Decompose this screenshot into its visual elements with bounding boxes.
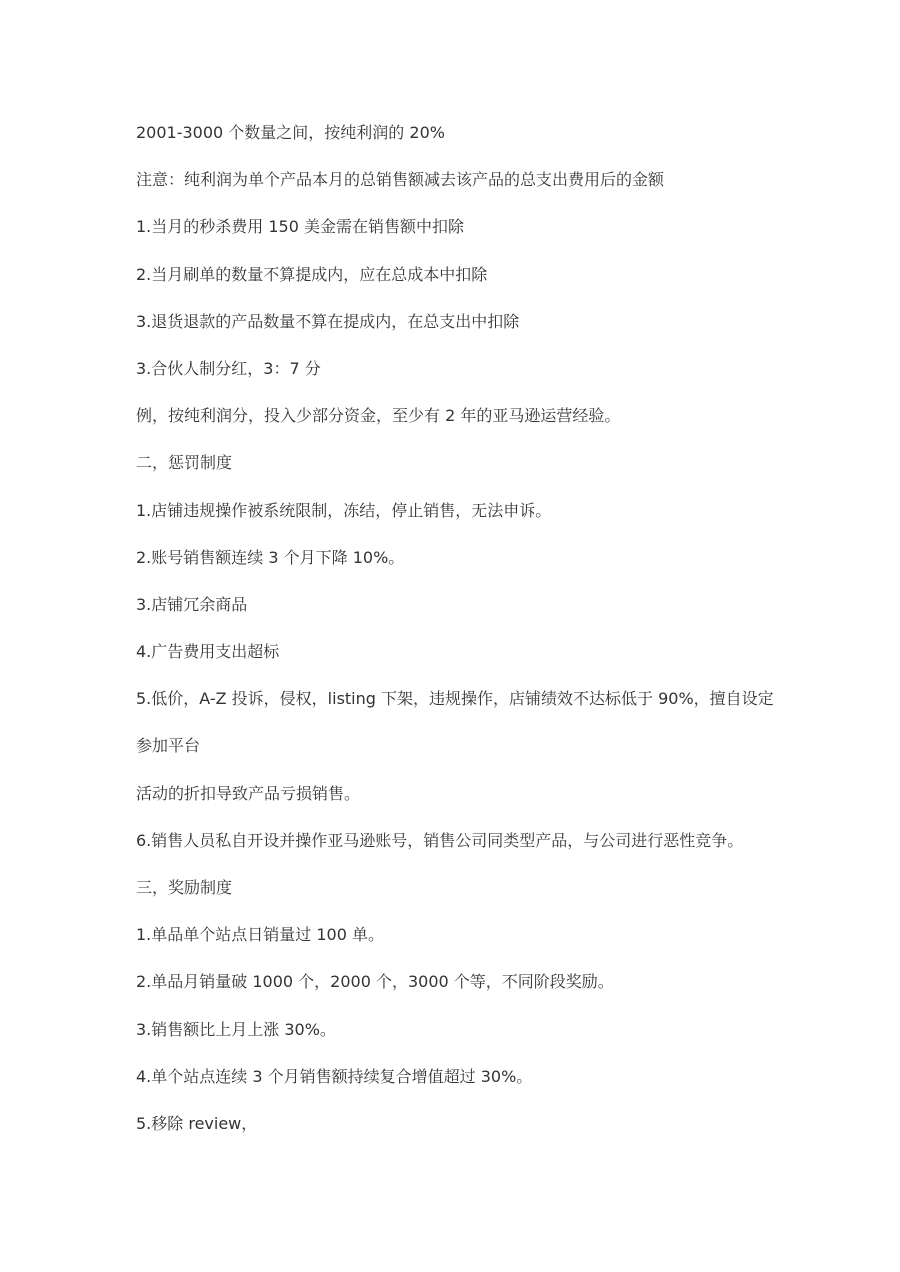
text-line-penalty-4: 4.广告费用支出超标 xyxy=(136,642,280,662)
text-line-penalty-6: 6.销售人员私自开设并操作亚马逊账号，销售公司同类型产品，与公司进行恶性竞争。 xyxy=(136,830,744,850)
text-line-reward-3: 3.销售额比上月上涨 30%。 xyxy=(136,1019,336,1039)
document-body xyxy=(136,121,836,1159)
text-line-reward-2: 2.单品月销量破 1000 个，2000 个，3000 个等，不同阶段奖励。 xyxy=(136,972,614,992)
section-heading-penalty: 二，惩罚制度 xyxy=(136,453,233,473)
text-line-penalty-5-cont-a: 参加平台 xyxy=(136,736,201,756)
text-line-reward-1: 1.单品单个站点日销量过 100 单。 xyxy=(136,925,384,945)
text-line-fake-orders: 2.当月刷单的数量不算提成内，应在总成本中扣除 xyxy=(136,264,488,284)
text-line-penalty-5: 5.低价，A-Z 投诉，侵权，listing 下架，违规操作，店铺绩效不达标低于 90%，擅自设定 xyxy=(136,689,774,709)
text-line-flash-sale-fee: 1.当月的秒杀费用 150 美金需在销售额中扣除 xyxy=(136,217,464,237)
text-line-profit-tier: 2001-3000 个数量之间，按纯利润的 20% xyxy=(136,123,445,142)
text-line-penalty-5-cont-b: 活动的折扣导致产品亏损销售。 xyxy=(136,783,361,803)
text-line-profit-note: 注意：纯利润为单个产品本月的总销售额减去该产品的总支出费用后的金额 xyxy=(136,170,665,190)
text-line-penalty-3: 3.店铺冗余商品 xyxy=(136,594,248,614)
text-line-reward-5: 5.移除 review， xyxy=(136,1113,258,1133)
text-line-partner-dividend: 3.合伙人制分红，3：7 分 xyxy=(136,358,321,378)
text-line-reward-4: 4.单个站点连续 3 个月销售额持续复合增值超过 30%。 xyxy=(136,1066,533,1086)
section-heading-reward: 三，奖励制度 xyxy=(136,878,233,897)
text-line-penalty-1: 1.店铺违规操作被系统限制，冻结，停止销售，无法申诉。 xyxy=(136,500,552,520)
text-line-returns: 3.退货退款的产品数量不算在提成内，在总支出中扣除 xyxy=(136,311,520,331)
text-line-dividend-example: 例，按纯利润分，投入少部分资金，至少有 2 年的亚马逊运营经验。 xyxy=(136,406,621,426)
text-line-penalty-2: 2.账号销售额连续 3 个月下降 10%。 xyxy=(136,547,405,567)
